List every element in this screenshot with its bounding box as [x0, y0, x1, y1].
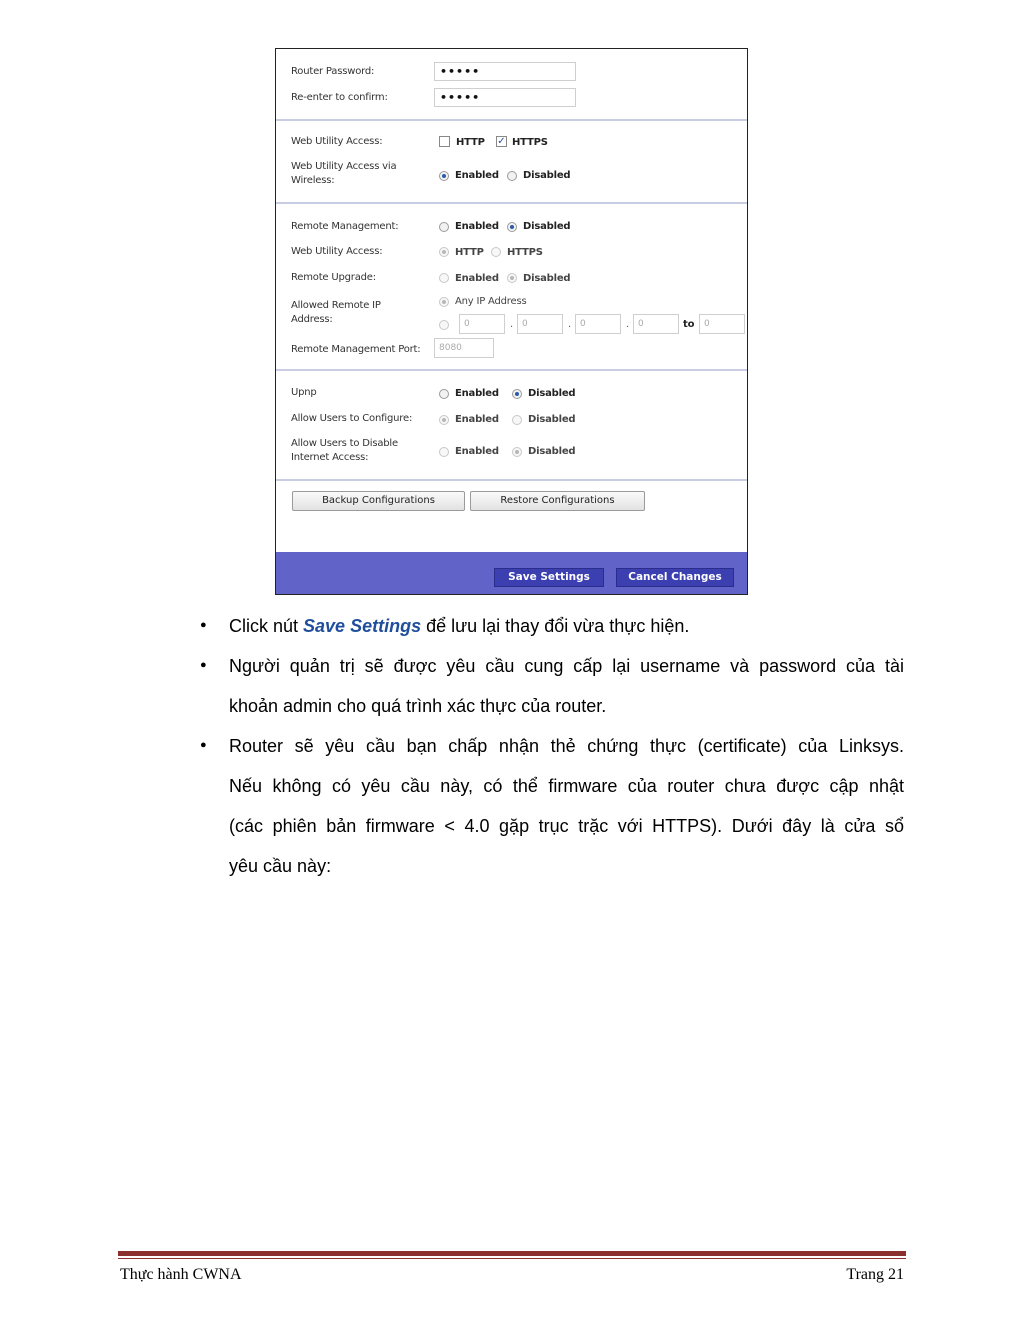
allow-disable-label-line2: Internet Access: — [291, 452, 369, 463]
configure-enabled-radio[interactable] — [439, 415, 449, 425]
restore-configurations-button[interactable]: Restore Configurations — [470, 491, 645, 511]
mgmt-port-field[interactable]: 8080 — [434, 338, 494, 358]
section-divider — [276, 202, 747, 204]
bullet-1-line — [229, 606, 904, 646]
bullet-2-line-1: Người quản trị sẽ được yêu cầu cung cấp lại username và password của tài — [229, 656, 904, 676]
ip-octet-1-field[interactable]: 0 — [459, 314, 505, 334]
reenter-password-field[interactable]: ••••• — [434, 88, 576, 107]
bullet-3-line-3: (các phiên bản firmware < 4.0 gặp trục trặc với HTTPS). Dưới đây là cửa sổ — [229, 816, 904, 836]
bullet-icon: ● — [200, 739, 207, 751]
upnp-disabled-radio[interactable] — [512, 389, 522, 399]
section-divider — [276, 119, 747, 121]
specific-ip-radio[interactable] — [439, 320, 449, 330]
wireless-enabled-radio[interactable] — [439, 171, 449, 181]
https-checkbox[interactable]: ✓ — [497, 136, 506, 147]
ip-to-label: to — [683, 319, 695, 330]
disable-disabled-label: Disabled — [528, 446, 576, 457]
allow-disable-label — [291, 437, 398, 465]
remote-web-access-label: Web Utility Access: — [291, 246, 383, 257]
any-ip-radio[interactable] — [439, 297, 449, 307]
remote-http-radio[interactable] — [439, 247, 449, 257]
disable-disabled-radio[interactable] — [512, 447, 522, 457]
ip-dot: . — [626, 319, 630, 330]
remote-upgrade-enabled-radio[interactable] — [439, 273, 449, 283]
configure-disabled-label: Disabled — [528, 414, 576, 425]
bullet-3-line-4: yêu cầu này: — [229, 856, 332, 876]
router-settings-screenshot — [275, 48, 748, 595]
bullet-1 — [229, 606, 904, 646]
ip-dot: . — [568, 319, 572, 330]
remote-mgmt-disabled-radio[interactable] — [507, 222, 517, 232]
remote-upgrade-disabled-radio[interactable] — [507, 273, 517, 283]
upnp-enabled-radio[interactable] — [439, 389, 449, 399]
save-settings-emphasis: Save Settings — [303, 616, 422, 636]
ip-dot: . — [510, 319, 514, 330]
footer-rule-thin — [118, 1258, 906, 1259]
wireless-enabled-label: Enabled — [455, 170, 499, 181]
ip-octet-4-field[interactable]: 0 — [633, 314, 679, 334]
http-option-label: HTTP — [456, 137, 485, 148]
remote-upgrade-disabled-label: Disabled — [523, 273, 571, 284]
remote-mgmt-enabled-label: Enabled — [455, 221, 499, 232]
remote-https-radio[interactable] — [491, 247, 501, 257]
web-utility-access-label: Web Utility Access: — [291, 136, 383, 147]
footer-rule-thick — [118, 1251, 906, 1256]
router-password-field[interactable]: ••••• — [434, 62, 576, 81]
allow-configure-label: Allow Users to Configure: — [291, 413, 413, 424]
backup-configurations-button[interactable]: Backup Configurations — [292, 491, 465, 511]
remote-mgmt-enabled-radio[interactable] — [439, 222, 449, 232]
router-password-label: Router Password: — [291, 66, 375, 77]
mgmt-port-label: Remote Management Port: — [291, 344, 421, 355]
disable-enabled-label: Enabled — [455, 446, 499, 457]
https-option-label: HTTPS — [512, 137, 548, 148]
any-ip-label: Any IP Address — [455, 296, 527, 307]
action-bar — [276, 552, 747, 594]
save-settings-button[interactable]: Save Settings — [494, 568, 604, 587]
allow-disable-label-line1: Allow Users to Disable — [291, 438, 398, 449]
remote-upgrade-enabled-label: Enabled — [455, 273, 499, 284]
web-wireless-label-line1: Web Utility Access via — [291, 161, 397, 172]
bullet-1-suffix: để lưu lại thay đổi vừa thực hiện. — [421, 616, 690, 636]
ip-to-field[interactable]: 0 — [699, 314, 745, 334]
web-wireless-label — [291, 160, 396, 188]
bullet-2 — [229, 646, 904, 726]
bullet-3 — [229, 726, 904, 886]
remote-https-label: HTTPS — [507, 247, 543, 258]
http-checkbox[interactable] — [439, 136, 450, 147]
remote-management-label: Remote Management: — [291, 221, 399, 232]
section-divider — [276, 369, 747, 371]
remote-upgrade-label: Remote Upgrade: — [291, 272, 376, 283]
reenter-password-label: Re-enter to confirm: — [291, 92, 388, 103]
configure-disabled-radio[interactable] — [512, 415, 522, 425]
remote-mgmt-disabled-label: Disabled — [523, 221, 571, 232]
upnp-label: Upnp — [291, 387, 317, 398]
allowed-remote-ip-label — [291, 299, 381, 327]
cancel-changes-button[interactable]: Cancel Changes — [616, 568, 734, 587]
configure-enabled-label: Enabled — [455, 414, 499, 425]
bullet-3-line-1: Router sẽ yêu cầu bạn chấp nhận thẻ chứng thực (certificate) của Linksys. — [229, 736, 904, 756]
upnp-enabled-label: Enabled — [455, 388, 499, 399]
footer-title: Thực hành CWNA — [120, 1266, 242, 1283]
bullet-3-line-2: Nếu không có yêu cầu này, có thể firmware của router chưa được cập nhật — [229, 776, 904, 796]
page-number: Trang 21 — [846, 1266, 904, 1283]
bullet-icon: ● — [200, 659, 207, 671]
ip-octet-3-field[interactable]: 0 — [575, 314, 621, 334]
bullet-2-line-2: khoản admin cho quá trình xác thực của router. — [229, 696, 607, 716]
allowed-ip-label-line1: Allowed Remote IP — [291, 300, 381, 311]
remote-http-label: HTTP — [455, 247, 484, 258]
web-wireless-label-line2: Wireless: — [291, 175, 335, 186]
wireless-disabled-label: Disabled — [523, 170, 571, 181]
section-divider — [276, 479, 747, 481]
wireless-disabled-radio[interactable] — [507, 171, 517, 181]
upnp-disabled-label: Disabled — [528, 388, 576, 399]
bullet-1-prefix: Click nút — [229, 616, 304, 636]
disable-enabled-radio[interactable] — [439, 447, 449, 457]
ip-octet-2-field[interactable]: 0 — [517, 314, 563, 334]
allowed-ip-label-line2: Address: — [291, 314, 333, 325]
bullet-icon: ● — [200, 619, 207, 631]
